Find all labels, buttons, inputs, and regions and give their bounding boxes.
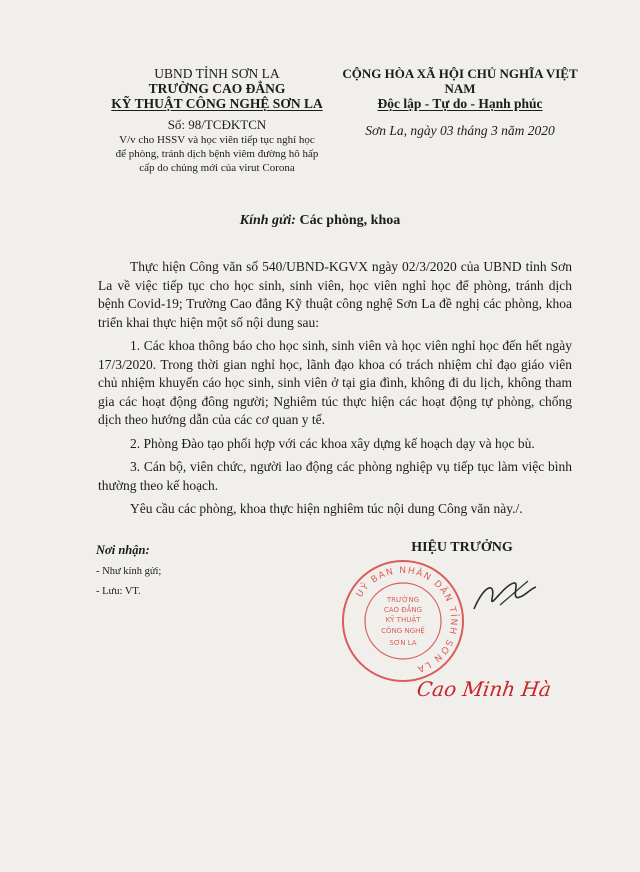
signature-title: HIỆU TRƯỞNG xyxy=(411,540,513,555)
header-right xyxy=(330,66,590,138)
document-date: Sơn La, ngày 03 tháng 3 năm 2020 xyxy=(365,123,555,138)
svg-text:Cao Minh Hà: Cao Minh Hà xyxy=(415,677,553,701)
recipients-list xyxy=(96,562,161,602)
subject-line1: V/v cho HSSV và học viên tiếp tục nghỉ học xyxy=(119,134,315,146)
svg-text:KỸ THUẬT: KỸ THUẬT xyxy=(385,616,421,624)
greeting-label: Kính gửi: xyxy=(239,213,296,228)
recipients-title: Nơi nhận: xyxy=(96,543,150,557)
authority-name: UBND TỈNH SƠN LA xyxy=(154,66,280,81)
school-name-line2: KỸ THUẬT CÔNG NGHỆ SƠN LA xyxy=(111,96,323,111)
svg-text:UỶ BAN NHÂN DÂN TỈNH SƠN LA: UỶ BAN NHÂN DÂN TỈNH SƠN LA xyxy=(354,565,459,674)
svg-text:CAO ĐẲNG: CAO ĐẲNG xyxy=(383,606,423,614)
nation-name: CỘNG HÒA XÃ HỘI CHỦ NGHĨA VIỆT NAM xyxy=(342,66,578,96)
svg-text:SƠN LA: SƠN LA xyxy=(389,639,417,647)
greeting-recipients: Các phòng, khoa xyxy=(299,213,401,228)
body-paragraph: Thực hiện Công văn số 540/UBND-KGVX ngày 02/3/2020 của UBND tỉnh Sơn La về việc tiếp tục cho học sinh, sinh viên, học viên nghỉ học để phòng, tránh dịch bệnh Covid-19; Trường Cao đẳng Kỹ thuật công nghệ Sơn La đề nghị các phòng, khoa triển khai thực hiện một số nội dung sau: xyxy=(98,259,572,330)
recipient-item: - Như kính gửi; xyxy=(96,566,162,577)
header-left xyxy=(92,66,342,174)
svg-text:CÔNG NGHỆ: CÔNG NGHỆ xyxy=(381,627,425,635)
recipient-item: - Lưu: VT. xyxy=(96,586,141,597)
body-paragraph: Yêu cầu các phòng, khoa thực hiện nghiêm túc nội dung Công văn này./. xyxy=(130,501,523,516)
school-name-line1: TRƯỜNG CAO ĐẲNG xyxy=(148,81,286,96)
subject-line2: để phòng, tránh dịch bệnh viêm đường hô hấp xyxy=(115,148,319,160)
body-paragraph: 2. Phòng Đào tạo phối hợp với các khoa xây dựng kế hoạch dạy và học bù. xyxy=(130,435,535,451)
subject-line3: cấp do chủng mới của virut Corona xyxy=(139,162,295,174)
official-seal-icon xyxy=(338,556,468,686)
svg-text:TRƯỜNG: TRƯỜNG xyxy=(386,596,420,604)
body-paragraph: 1. Các khoa thông báo cho học sinh, sinh viên và học viên nghỉ học đến hết ngày 17/3/2020. Trong thời gian nghỉ học, lãnh đạo khoa có trách nhiệm chỉ đạo giáo viên chủ nhiệm khuyến cáo học sinh, sinh viên ở tại gia đình, không đi du lịch, không tham gia các hoạt động đông người; Nghiêm túc thực hiện các hoạt động tự phòng, chống dịch theo hướng dẫn của các cơ quan y tế. xyxy=(98,338,572,427)
document-number: Số: 98/TCĐKTCN xyxy=(167,117,267,132)
body-paragraph: 3. Cán bộ, viên chức, người lao động các phòng nghiệp vụ tiếp tục làm việc bình thường theo kế hoạch. xyxy=(98,459,572,493)
greeting xyxy=(0,213,640,229)
signature-mark-icon xyxy=(470,575,540,615)
signature-name-icon xyxy=(412,668,562,708)
national-motto: Độc lập - Tự do - Hạnh phúc xyxy=(377,96,543,111)
document-body xyxy=(98,258,572,524)
